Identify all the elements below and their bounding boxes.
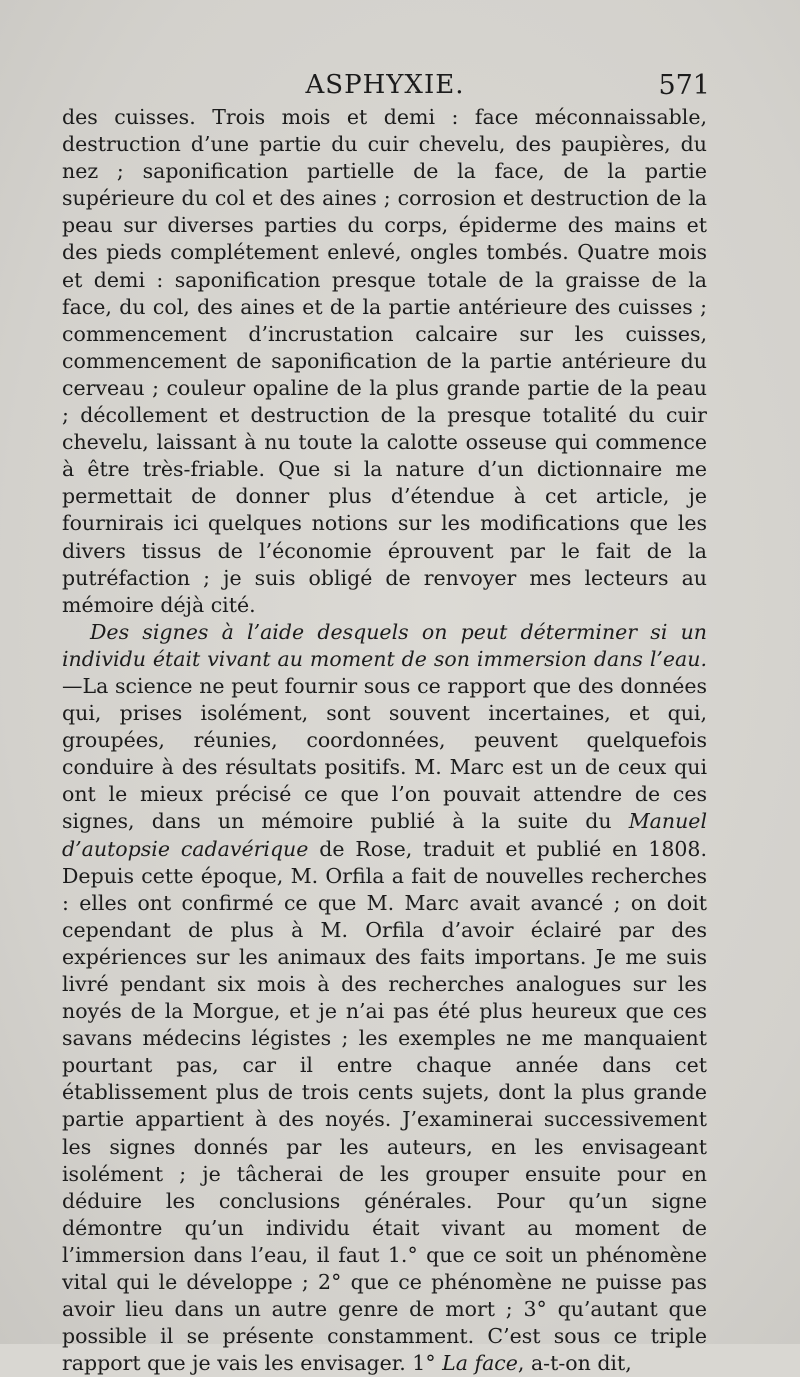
page-number: 571	[658, 70, 710, 101]
paragraph-text: , a-t-on dit,	[517, 1351, 632, 1376]
section-heading: Des signes à l’aide desquels on peut déterminer si un individu était vivant au moment de son immersion dans l’eau.	[62, 619, 707, 671]
body-text	[62, 104, 707, 1377]
face-term: La face	[442, 1351, 518, 1376]
paragraph-signs	[62, 619, 707, 1377]
paragraph-text: de Rose, traduit et publié en 1808. Depuis cette époque, M. Orfila a fait de nouvelles recherches : elles ont confirmé ce que M. Marc avait avancé ; on doit cependant de plus à M. Orfila d’avoir éclairé par des expériences sur les animaux des faits importans. Je me suis livré pendant six mois à des recherches analogues sur les noyés de la Morgue, et je n’ai pas été plus heureux que ces savans médecins légistes ; les exemples ne me manquaient pourtant pas, car il entre chaque année dans cet établissement plus de trois cents sujets, dont la plus grande partie appartient à des noyés. J’examinerai successivement les signes donnés par les auteurs, en les envisageant isolément ; je tâcherai de les grouper ensuite pour en déduire les conclusions générales. Pour qu’un signe démontre qu’un individu était vivant au moment de l’immersion dans l’eau, il faut 1.° que ce soit un phénomène vital qui le développe ; 2° que ce phénomène ne puisse pas avoir lieu dans un autre genre de mort ; 3° qu’autant que possible il se présente constamment. C’est sous ce triple rapport que je vais les envisager. 1°	[62, 836, 707, 1376]
running-head: ASPHYXIE.	[305, 70, 465, 100]
book-title: Manuel d’autopsie cadavérique	[62, 809, 707, 861]
paragraph-text: —La science ne peut fournir sous ce rapport que des données qui, prises isolément, sont souvent incertaines, et qui, groupées, réunies, coordonnées, peuvent quelquefois conduire à des résultats positifs. M. Marc est un de ceux qui ont le mieux précisé ce que l’on pouvait attendre de ces signes, dans un mémoire publié à la suite du	[62, 673, 707, 834]
paragraph-putrefaction: des cuisses. Trois mois et demi : face méconnaissable, destruction d’une partie du cuir chevelu, des paupières, du nez ; saponification partielle de la face, de la partie supérieure du col et des aines ; corrosion et destruction de la peau sur diverses parties du corps, épiderme des mains et des pieds complétement enlevé, ongles tombés. Quatre mois et demi : saponification presque totale de la graisse de la face, du col, des aines et de la partie antérieure des cuisses ; commencement d’incrustation calcaire sur les cuisses, commencement de saponification de la partie antérieure du cerveau ; couleur opaline de la plus grande partie de la peau ; décollement et destruction de la presque totalité du cuir chevelu, laissant à nu toute la calotte osseuse qui commence à être très-friable. Que si la nature d’un dictionnaire me permettait de donner plus d’étendue à cet article, je fournirais ici quelques notions sur les modifications que les divers tissus de l’économie éprouvent par le fait de la putréfaction ; je suis obligé de renvoyer mes lecteurs au mémoire déjà cité.	[62, 105, 707, 617]
